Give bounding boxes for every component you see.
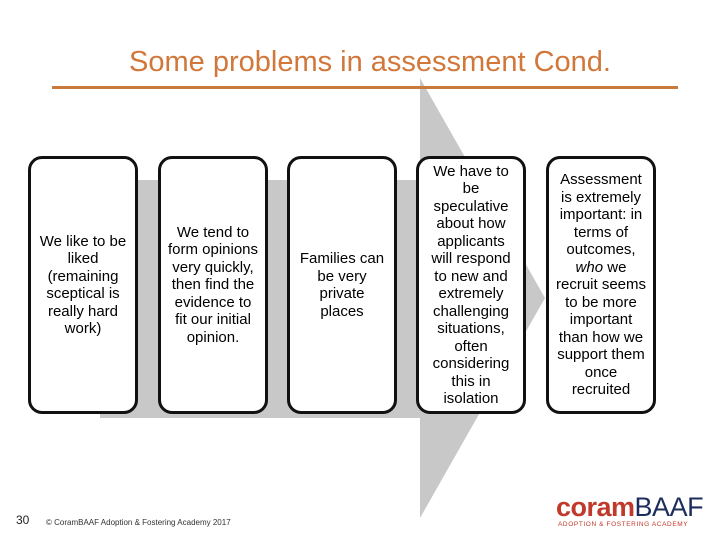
problem-box-5-text-after: we recruit seems to be more important than how we support them once recruited: [555, 258, 647, 399]
problem-box-2-text: We tend to form opinions very quickly, then find the evidence to fit our initial opinion.: [167, 223, 259, 346]
problem-box-5-emphasis: who: [575, 258, 604, 276]
problem-box-5-text-before: Assessment is extremely important: in terms of outcomes,: [559, 171, 643, 259]
problem-box-3: [287, 156, 397, 414]
footer-copyright: © CoramBAAF Adoption & Fostering Academy 2017: [46, 518, 231, 527]
title-underline: [52, 86, 678, 89]
problem-box-2: [158, 156, 268, 414]
page-number: 30: [16, 513, 30, 527]
problem-box-4-text: We have to be speculative about how applicants will respond to new and extremely challenging situations, often considering this in isolation: [431, 162, 511, 407]
logo-coram: coram: [556, 492, 635, 522]
problem-box-1-text: We like to be liked (remaining sceptical is really hard work): [39, 232, 127, 337]
slide-title: Some problems in assessment Cond.: [129, 46, 611, 78]
problem-box-3-text: Families can be very private places: [299, 250, 385, 320]
logo-wordmark: [556, 492, 703, 523]
problem-box-5-text: [555, 171, 647, 399]
logo-baaf: BAAF: [634, 492, 704, 522]
problem-box-5: [546, 156, 656, 414]
problem-box-4: [416, 156, 526, 414]
problem-box-1: [28, 156, 138, 414]
logo-tagline: ADOPTION & FOSTERING ACADEMY: [558, 521, 689, 528]
corambaaf-logo: [554, 492, 714, 532]
